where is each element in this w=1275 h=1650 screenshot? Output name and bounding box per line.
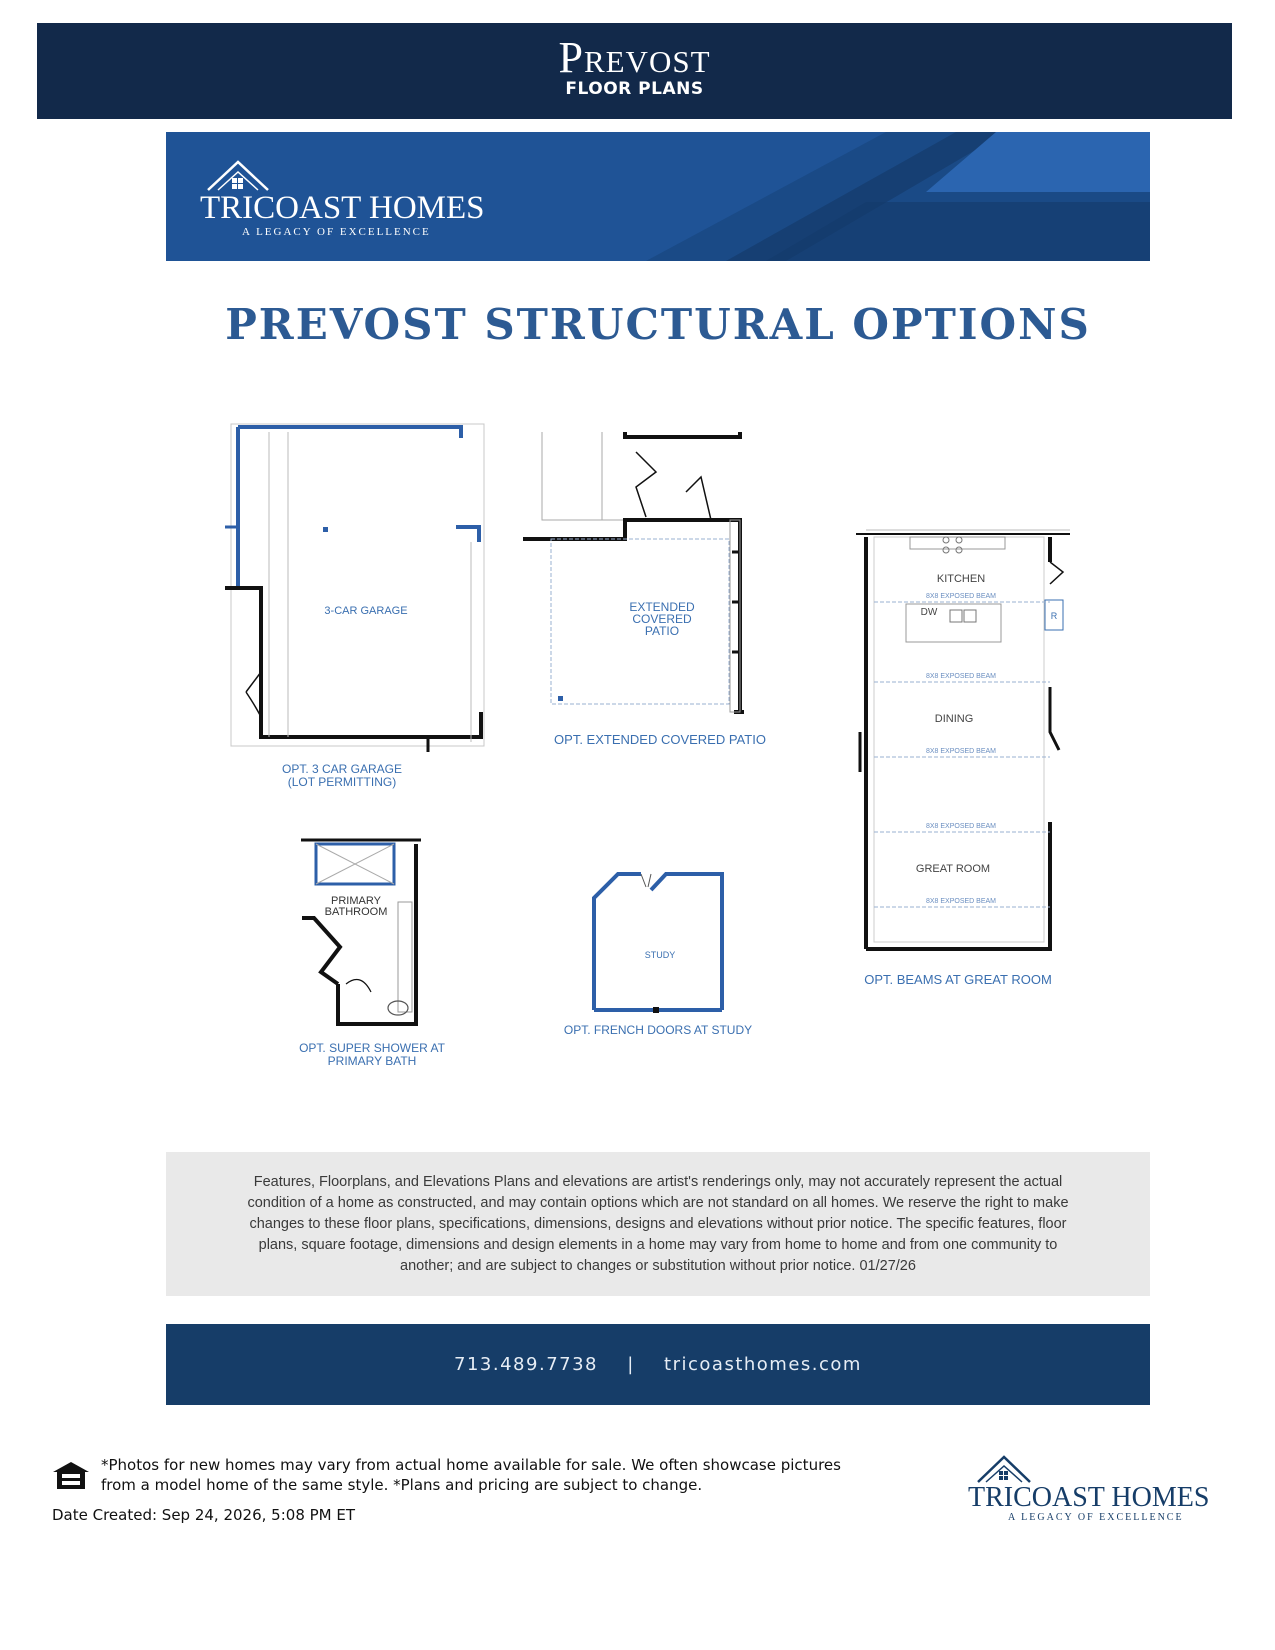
equal-housing-icon	[52, 1461, 90, 1491]
page-subtitle: FLOOR PLANS	[565, 79, 704, 99]
beam-label: 8X8 EXPOSED BEAM	[925, 898, 997, 905]
study-caption: OPT. FRENCH DOORS AT STUDY	[563, 1023, 753, 1037]
brand-tagline: A LEGACY OF EXCELLENCE	[242, 226, 431, 238]
garage-room-label: 3-CAR GARAGE	[324, 605, 408, 617]
beam-label: 8X8 EXPOSED BEAM	[925, 748, 997, 755]
dishwasher-label: DW	[920, 607, 938, 618]
page-header	[37, 23, 1232, 119]
disclaimer-box	[166, 1152, 1150, 1296]
shower-caption-line1: OPT. SUPER SHOWER AT	[299, 1041, 445, 1055]
patio-room-line1: EXTENDED	[629, 600, 695, 614]
study-room-label: STUDY	[644, 950, 676, 960]
great-room-label: GREAT ROOM	[915, 863, 991, 875]
dining-label: DINING	[934, 713, 974, 725]
flyer-title: PREVOST STRUCTURAL OPTIONS	[225, 300, 1091, 349]
beam-label: 8X8 EXPOSED BEAM	[925, 673, 997, 680]
brand-name: TRICOAST HOMES	[200, 190, 485, 226]
garage-caption-line2: (LOT PERMITTING)	[287, 775, 397, 789]
great-room-plan	[856, 530, 1070, 987]
garage-plan	[225, 424, 484, 789]
footer-tricoast-logo	[968, 1452, 1218, 1524]
footer-note	[101, 1455, 881, 1495]
footer-note-line1: *Photos for new homes may vary from actual home available for sale. We often showcase pictures	[101, 1456, 841, 1474]
footer-brand-name: TRICOAST HOMES	[968, 1482, 1210, 1513]
beam-label: 8X8 EXPOSED BEAM	[925, 823, 997, 830]
footer-note-line2: from a model home of the same style. *Plans and pricing are subject to change.	[101, 1476, 703, 1494]
shower-caption-line2: PRIMARY BATH	[327, 1054, 417, 1068]
house-logo-icon	[976, 1452, 1036, 1486]
patio-room-line2: COVERED	[632, 612, 692, 626]
footer-brand-tagline: A LEGACY OF EXCELLENCE	[1008, 1512, 1184, 1523]
date-created: Date Created: Sep 24, 2026, 5:08 PM ET	[52, 1506, 356, 1524]
shower-plan	[299, 840, 445, 1068]
patio-room-line3: PATIO	[644, 624, 680, 638]
website-link[interactable]: tricoasthomes.com	[664, 1354, 862, 1375]
floor-plan-flyer	[166, 132, 1150, 1408]
beam-label: 8X8 EXPOSED BEAM	[925, 593, 997, 600]
contact-bar	[166, 1324, 1150, 1405]
patio-plan	[523, 432, 766, 747]
kitchen-label: KITCHEN	[936, 573, 986, 585]
contact-separator: |	[627, 1354, 635, 1375]
bathroom-label-line2: BATHROOM	[324, 906, 388, 918]
study-plan	[564, 872, 752, 1037]
garage-caption-line1: OPT. 3 CAR GARAGE	[281, 762, 403, 776]
phone-number[interactable]: 713.489.7738	[454, 1354, 598, 1375]
bathroom-label-line1: PRIMARY	[331, 895, 381, 907]
disclaimer-text: Features, Floorplans, and Elevations Plans and elevations are artist's renderings only, may not accurately represent the actual condition of a home as constructed, and may contain options which are not standard on all homes. We reserve the right to make changes to these floor plans, specifications, dimensions, designs and elevations without prior notice. The specific features, floor plans, square footage, dimensions and design elements in a home may vary from home to home and from one community to another; and are subject to changes or substitution without prior notice. 01/27/26	[247, 1174, 1069, 1274]
beams-caption: OPT. BEAMS AT GREAT ROOM	[864, 972, 1052, 987]
patio-caption: OPT. EXTENDED COVERED PATIO	[554, 732, 766, 747]
page-title: Prevost	[558, 33, 711, 82]
refrigerator-label: R	[1050, 611, 1058, 621]
